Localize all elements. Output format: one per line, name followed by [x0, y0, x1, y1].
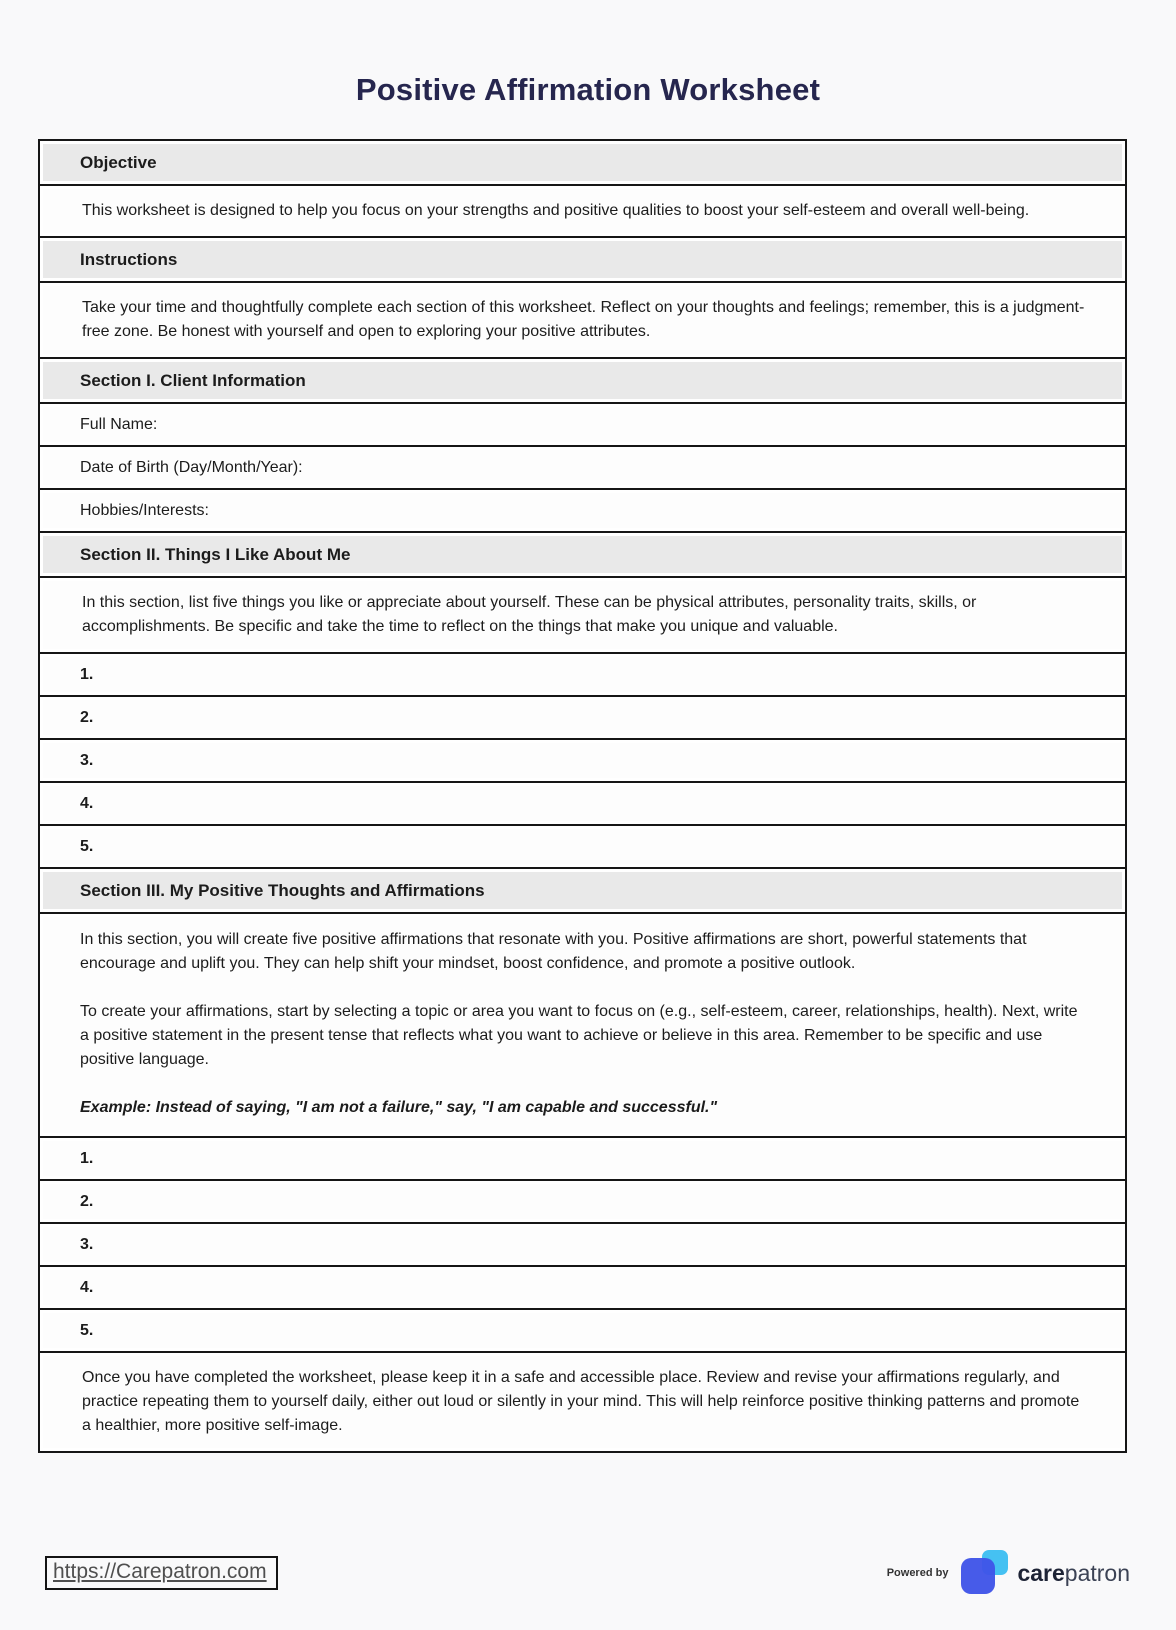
carepatron-logo-icon [960, 1549, 1010, 1597]
date-of-birth-label: Date of Birth (Day/Month/Year): [80, 458, 303, 476]
section1-heading-row [40, 359, 1125, 404]
full-name-label: Full Name: [80, 415, 158, 433]
section2-heading: Section II. Things I Like About Me [80, 544, 351, 564]
closing-body-row [40, 1353, 1125, 1451]
section3-paragraph-1: In this section, you will create five positive affirmations that resonate with you. Positive affirmations are short, powerful statements that encourage and uplift you. They can help shift your mindset, boost confidence, and promote a positive outlook. [80, 931, 1027, 972]
section3-example: Example: Instead of saying, "I am not a failure," say, "I am capable and successful." [80, 1099, 718, 1116]
section3-body-row [40, 914, 1125, 1138]
section2-item-2-number: 2. [80, 708, 94, 726]
objective-body-row [40, 186, 1125, 238]
closing-body-text: Once you have completed the worksheet, please keep it in a safe and accessible place. Review and revise your affirmations regularly, and practice repeating them to yourself daily, either out loud or silently in your mind. This will help reinforce positive thinking patterns and promote a healthier, more positive self-image. [82, 1369, 1080, 1434]
section3-heading-row [40, 869, 1125, 914]
section3-item-2-number: 2. [80, 1192, 94, 1210]
section2-item-3-number: 3. [80, 751, 94, 769]
section2-item-3-row[interactable] [40, 740, 1125, 783]
section3-item-5-number: 5. [80, 1321, 94, 1339]
section3-paragraph-2: To create your affirmations, start by selecting a topic or area you want to focus on (e.g., self-esteem, career, relationships, health). Next, write a positive statement in the present tense that reflects what you want to achieve or believe in this area. Remember to be specific and use positive language. [80, 1003, 1078, 1068]
section3-heading: Section III. My Positive Thoughts and Affirmations [80, 880, 485, 900]
section3-item-1-number: 1. [80, 1149, 94, 1167]
section2-heading-row [40, 533, 1125, 578]
section3-item-3-number: 3. [80, 1235, 94, 1253]
section2-item-4-number: 4. [80, 794, 94, 812]
section2-item-1-row[interactable] [40, 654, 1125, 697]
date-of-birth-field-row[interactable] [40, 447, 1125, 490]
section2-body-row [40, 578, 1125, 654]
section2-item-1-number: 1. [80, 665, 94, 683]
section3-item-3-row[interactable] [40, 1224, 1125, 1267]
objective-heading: Objective [80, 152, 157, 172]
section2-item-5-row[interactable] [40, 826, 1125, 869]
section3-item-4-row[interactable] [40, 1267, 1125, 1310]
section3-item-4-number: 4. [80, 1278, 94, 1296]
section2-item-4-row[interactable] [40, 783, 1125, 826]
section2-item-5-number: 5. [80, 837, 94, 855]
section1-heading: Section I. Client Information [80, 370, 306, 390]
objective-heading-row [40, 141, 1125, 186]
brand-patron-text: patron [1064, 1560, 1130, 1586]
section2-body-text: In this section, list five things you like or appreciate about yourself. These can be physical attributes, personality traits, skills, or accomplishments. Be specific and take the time to reflect on the things that make you unique and valuable. [82, 594, 977, 635]
objective-body-text: This worksheet is designed to help you focus on your strengths and positive qualities to boost your self-esteem and overall well-being. [82, 202, 1030, 219]
carepatron-wordmark [1017, 1549, 1130, 1597]
page-title: Positive Affirmation Worksheet [355, 72, 821, 107]
powered-by-label: Powered by [886, 1567, 949, 1579]
section3-item-1-row[interactable] [40, 1138, 1125, 1181]
instructions-body-row [40, 283, 1125, 359]
brand-care-text: care [1017, 1560, 1065, 1586]
section2-item-2-row[interactable] [40, 697, 1125, 740]
instructions-heading: Instructions [80, 249, 178, 269]
powered-by-block [887, 1549, 1130, 1597]
section3-item-2-row[interactable] [40, 1181, 1125, 1224]
instructions-heading-row [40, 238, 1125, 283]
worksheet-table [38, 139, 1127, 1453]
hobbies-field-row[interactable] [40, 490, 1125, 533]
instructions-body-text: Take your time and thoughtfully complete each section of this worksheet. Reflect on your thoughts and feelings; remember, this is a judgment-free zone. Be honest with yourself and open to exploring your positive attributes. [82, 299, 1085, 340]
carepatron-url-link[interactable]: https://Carepatron.com [45, 1556, 278, 1590]
full-name-field-row[interactable] [40, 404, 1125, 447]
section3-item-5-row[interactable] [40, 1310, 1125, 1353]
hobbies-label: Hobbies/Interests: [80, 501, 209, 519]
